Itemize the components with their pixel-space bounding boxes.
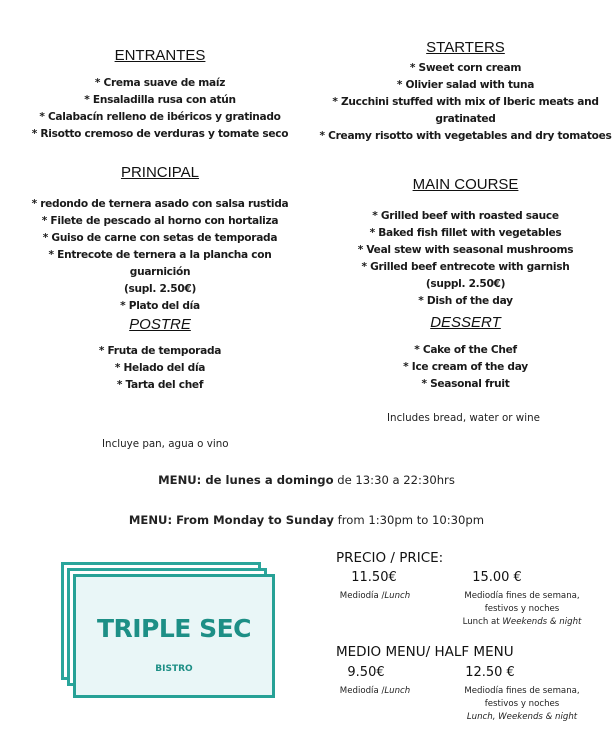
price-weekend-note-line3-a: Lunch at	[462, 617, 503, 627]
half-weekend-note-line3-text: Lunch, Weekends & night	[466, 712, 578, 722]
es-dessert-heading: POSTRE	[129, 316, 191, 333]
hours-es-label: MENU: de lunes a domingo	[158, 473, 334, 487]
en-main-heading: MAIN COURSE	[412, 176, 519, 193]
list-item: * Olivier salad with tuna	[396, 79, 535, 91]
es-main-section	[20, 164, 300, 181]
list-item: * Risotto cremoso de verduras y tomate seco	[31, 128, 289, 140]
list-item: * Sweet corn cream	[409, 62, 522, 74]
half-weekend-note	[452, 685, 592, 724]
es-dessert-list	[20, 343, 300, 394]
list-item: * Grilled beef entrecote with garnish	[361, 261, 570, 273]
half-lunch-note-en: Lunch	[384, 686, 411, 696]
list-item: * Dish of the day	[418, 295, 513, 307]
es-main-list	[20, 196, 300, 315]
price-lunch-note-en: Lunch	[384, 591, 411, 601]
list-item: * Filete de pescado al horno con hortaliza	[41, 215, 279, 227]
list-item: (suppl. 2.50€)	[425, 278, 506, 290]
en-starters-section	[318, 39, 613, 56]
list-item: * Seasonal fruit	[421, 378, 510, 390]
es-includes-note: Incluye pan, agua o vino	[102, 438, 229, 450]
half-lunch-value: 9.50€	[347, 665, 385, 680]
es-starters-section	[20, 47, 300, 64]
es-starters-heading: ENTRANTES	[114, 47, 206, 64]
list-item: * Veal stew with seasonal mushrooms	[357, 244, 574, 256]
list-item: * Plato del día	[120, 300, 200, 312]
en-dessert-section	[318, 314, 613, 331]
half-weekend-note-line1: Mediodía fines de semana,	[464, 686, 580, 696]
en-dessert-heading: DESSERT	[430, 314, 501, 331]
hours-en	[0, 513, 613, 527]
logo-subtitle: BISTRO	[155, 664, 193, 674]
es-main-heading: PRINCIPAL	[120, 164, 200, 181]
list-item: (supl. 2.50€)	[123, 283, 197, 295]
price-lunch-note	[330, 590, 420, 603]
en-main-list	[318, 208, 613, 310]
half-weekend-note-line2: festivos y noches	[484, 699, 560, 709]
list-item: * Ensaladilla rusa con atún	[84, 94, 236, 106]
list-item: * Cake of the Chef	[414, 344, 517, 356]
price-lunch-note-es: Mediodía /	[339, 591, 385, 601]
half-weekend-note-line3	[452, 711, 592, 724]
price-weekend-value: 15.00 €	[472, 570, 522, 585]
list-item: * Creamy risotto with vegetables and dry tomatoes	[319, 130, 612, 142]
en-main-section	[318, 176, 613, 193]
price-title: PRECIO / PRICE:	[336, 550, 444, 566]
logo-name: TRIPLE SEC	[96, 614, 252, 643]
en-starters-heading: STARTERS	[426, 39, 505, 56]
list-item: * Helado del día	[114, 362, 206, 374]
en-starters-list	[318, 60, 613, 145]
list-item: * Baked fish fillet with vegetables	[369, 227, 562, 239]
hours-es	[0, 473, 613, 487]
list-item: * Entrecote de ternera a la plancha con guarnición	[48, 249, 272, 278]
price-lunch-value: 11.50€	[351, 570, 397, 585]
half-lunch-note-es: Mediodía /	[339, 686, 385, 696]
price-weekend-note	[452, 590, 592, 629]
hours-es-time: de 13:30 a 22:30hrs	[337, 473, 455, 487]
price-weekend-note-line3-b: Weekends & night	[502, 617, 582, 627]
logo	[61, 562, 275, 700]
list-item: * redondo de ternera asado con salsa rustida	[31, 198, 289, 210]
hours-en-time: from 1:30pm to 10:30pm	[337, 513, 485, 527]
list-item: * Guiso de carne con setas de temporada	[42, 232, 278, 244]
list-item: * Fruta de temporada	[98, 345, 222, 357]
price-weekend-note-line1: Mediodía fines de semana,	[464, 591, 580, 601]
half-title: MEDIO MENU/ HALF MENU	[336, 644, 514, 660]
half-lunch-note	[330, 685, 420, 698]
price-weekend-note-line3	[452, 616, 592, 629]
price-weekend-note-line2: festivos y noches	[484, 604, 560, 614]
list-item: gratinated	[435, 113, 496, 125]
list-item: * Ice cream of the day	[403, 361, 528, 373]
en-dessert-list	[318, 342, 613, 393]
half-weekend-value: 12.50 €	[465, 665, 515, 680]
hours-en-label: MENU: From Monday to Sunday	[128, 513, 334, 527]
list-item: * Calabacín relleno de ibéricos y gratinado	[39, 111, 281, 123]
list-item: * Zucchini stuffed with mix of Iberic meats and	[332, 96, 599, 108]
en-includes-note: Includes bread, water or wine	[387, 412, 540, 424]
list-item: * Tarta del chef	[116, 379, 204, 391]
list-item: * Grilled beef with roasted sauce	[372, 210, 559, 222]
list-item: * Crema suave de maíz	[94, 77, 226, 89]
es-dessert-section	[20, 316, 300, 333]
es-starters-list	[20, 75, 300, 143]
